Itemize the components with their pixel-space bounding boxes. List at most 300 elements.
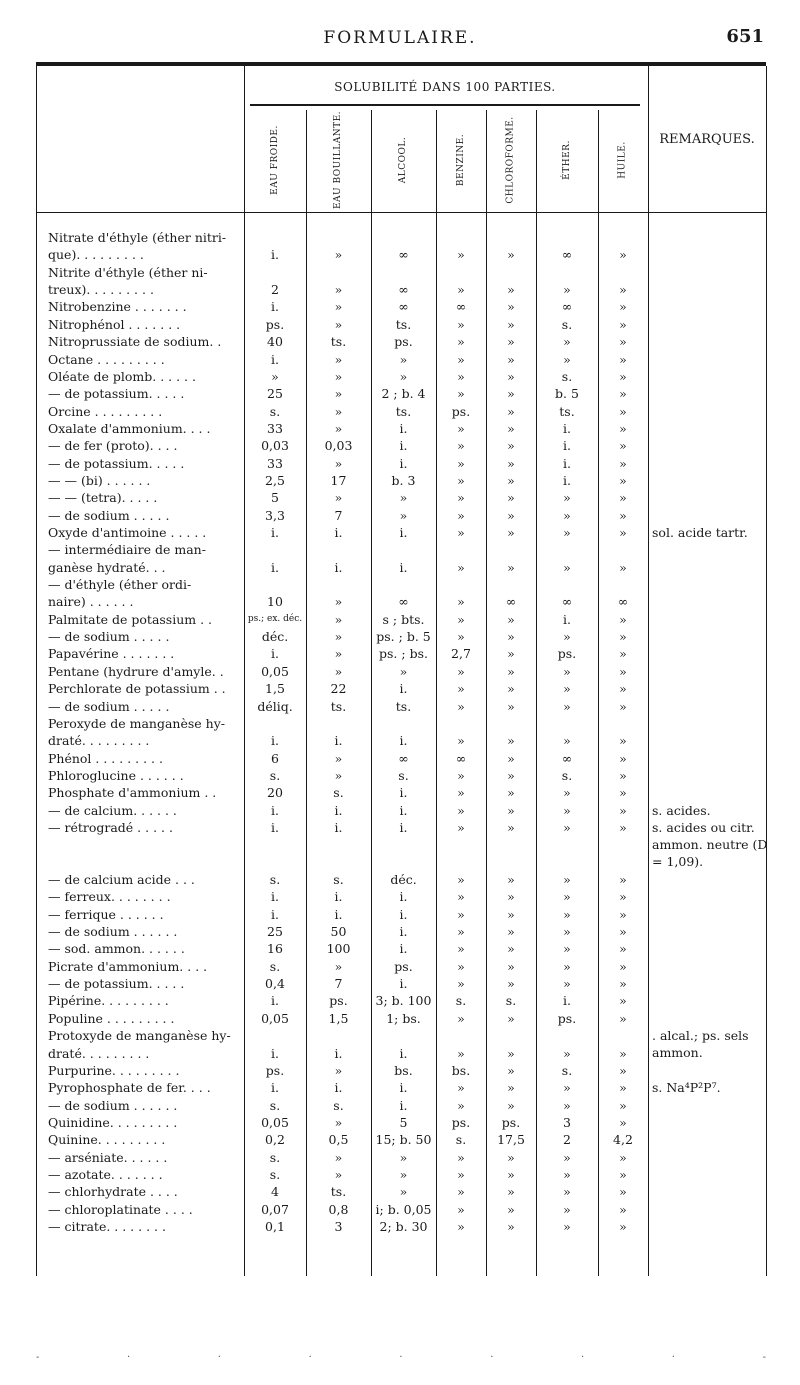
solubility-value: »: [334, 247, 343, 263]
table-row: [0, 298, 800, 315]
substance-name: — — (tetra). . . . .: [48, 490, 158, 506]
table-row: [0, 593, 800, 610]
solubility-value: »: [619, 646, 627, 662]
solubility-value: »: [457, 1097, 465, 1113]
solubility-value: 17,5: [497, 1132, 525, 1148]
solubility-value: »: [619, 941, 627, 957]
column-header-ether: ÉTHER.: [561, 140, 572, 180]
solubility-value: »: [271, 368, 279, 384]
solubility-value: »: [399, 1166, 408, 1182]
page-title: FORMULAIRE.: [323, 28, 477, 48]
solubility-value: »: [507, 1201, 515, 1217]
solubility-value: ∞: [561, 247, 573, 263]
solubility-value: 16: [267, 941, 283, 957]
solubility-value: i.: [399, 802, 408, 818]
solubility-value: »: [619, 993, 627, 1009]
solubility-value: »: [507, 924, 515, 939]
solubility-value: »: [457, 958, 465, 974]
solubility-value: »: [507, 507, 515, 523]
solubility-value: »: [457, 1201, 465, 1217]
solubility-value: »: [507, 559, 515, 575]
solubility-value: »: [563, 785, 571, 801]
solubility-value: »: [507, 785, 515, 801]
solubility-value: i.: [399, 819, 408, 835]
solubility-value: »: [563, 1045, 571, 1061]
solubility-value: »: [334, 1062, 343, 1078]
solubility-value: »: [334, 351, 343, 367]
solubility-value: »: [457, 247, 465, 263]
solubility-value: ∞: [398, 750, 409, 766]
solubility-value: s.: [269, 872, 281, 887]
substance-name: Pyrophosphate de fer. . . .: [48, 1080, 211, 1096]
solubility-value: 20: [267, 785, 283, 801]
substance-name: — de sodium . . . . .: [48, 698, 170, 714]
solubility-value: i.: [563, 420, 571, 436]
solubility-value: i.: [271, 819, 279, 835]
solubility-value: »: [334, 299, 343, 315]
solubility-value: ∞: [617, 594, 629, 610]
solubility-value: »: [507, 646, 515, 662]
solubility-value: 40: [267, 334, 283, 350]
substance-name: — intermédiaire de man-: [48, 542, 206, 558]
solubility-value: »: [619, 629, 627, 644]
solubility-value: s.: [269, 1149, 281, 1165]
table-row: [0, 489, 800, 506]
solubility-value: »: [619, 282, 627, 298]
substance-name: draté. . . . . . . . .: [48, 1045, 150, 1061]
table-row: [0, 611, 800, 628]
solubility-value: i.: [271, 559, 279, 575]
solubility-value: »: [334, 1166, 343, 1182]
substance-name: Peroxyde de manganèse hy-: [48, 715, 225, 731]
solubility-value: »: [507, 403, 515, 419]
substance-name: Nitrophénol . . . . . . .: [48, 316, 181, 332]
solubility-value: »: [619, 819, 627, 835]
solubility-value: »: [334, 594, 343, 610]
solubility-value: »: [507, 316, 515, 332]
solubility-value: »: [457, 872, 465, 887]
table-row: [0, 628, 800, 645]
solubility-value: »: [619, 438, 627, 454]
solubility-value: i.: [399, 976, 408, 992]
solubility-value: s.: [333, 872, 344, 887]
solubility-value: »: [563, 1184, 571, 1200]
substance-name: — de fer (proto). . . .: [48, 438, 178, 454]
solubility-value: »: [507, 351, 515, 367]
solubility-value: »: [334, 1114, 343, 1130]
solubility-value: 2: [271, 282, 279, 298]
table-row: [0, 559, 800, 576]
table-row: [0, 1218, 800, 1235]
solubility-value: »: [563, 906, 571, 922]
substance-name: Pipérine. . . . . . . . .: [48, 993, 169, 1009]
solubility-value: »: [334, 629, 343, 644]
solubility-value: »: [334, 663, 343, 679]
solubility-value: »: [507, 420, 515, 436]
solubility-value: »: [507, 941, 515, 957]
table-row: [0, 732, 800, 749]
solubility-value: »: [619, 611, 627, 627]
solubility-value: s.: [561, 1062, 573, 1078]
solubility-value: ∞: [398, 282, 409, 298]
solubility-value: »: [507, 525, 515, 540]
solubility-value: »: [563, 1080, 571, 1096]
solubility-value: 0,2: [265, 1132, 285, 1148]
solubility-value: ∞: [561, 594, 573, 610]
substance-name: — citrate. . . . . . . .: [48, 1219, 166, 1234]
solubility-value: »: [619, 750, 627, 766]
table-row: [0, 333, 800, 350]
table-row: [0, 455, 800, 472]
substance-name: Phloroglucine . . . . . .: [48, 767, 184, 783]
solubility-value: »: [619, 1097, 627, 1113]
solubility-value: »: [619, 785, 627, 801]
solubility-value: »: [619, 1080, 627, 1096]
substance-name: — de sodium . . . . . .: [48, 924, 178, 939]
solubility-value: »: [619, 386, 627, 402]
table-row: [0, 351, 800, 368]
solubility-value: i.: [271, 733, 279, 749]
solubility-value: »: [619, 1114, 627, 1130]
solubility-value: i.: [399, 941, 408, 957]
substance-name: — ferrique . . . . . .: [48, 906, 164, 922]
solubility-value: »: [507, 750, 515, 766]
solubility-value: »: [619, 1166, 627, 1182]
column-header-remarques: REMARQUES.: [659, 132, 755, 147]
solubility-value: ∞: [398, 247, 409, 263]
table-row: [0, 940, 800, 957]
solubility-value: »: [507, 1097, 515, 1113]
solubility-value: ps.: [265, 1062, 285, 1078]
remark-text: . alcal.; ps. sels ammon.: [652, 1028, 749, 1061]
solubility-value: i.: [334, 733, 343, 749]
solubility-value: i.: [399, 438, 408, 454]
solubility-value: ps.: [557, 646, 577, 662]
solubility-value: i.: [334, 1080, 343, 1096]
solubility-value: »: [507, 1184, 515, 1200]
substance-name: — de potassium. . . . .: [48, 976, 185, 992]
solubility-value: »: [399, 490, 408, 506]
solubility-value: »: [507, 733, 515, 749]
solubility-value: »: [507, 1080, 515, 1096]
solubility-value: »: [457, 1080, 465, 1096]
table-row: [0, 524, 800, 541]
substance-name: Papavérine . . . . . . .: [48, 646, 175, 662]
table-row: [0, 750, 800, 767]
solubility-value: i.: [399, 1080, 408, 1096]
solubility-value: »: [507, 247, 515, 263]
solubility-value: ts.: [395, 698, 412, 714]
substance-name: ganèse hydraté. . .: [48, 559, 166, 575]
substance-name: naire) . . . . . .: [48, 594, 134, 610]
substance-name: Phosphate d'ammonium . .: [48, 785, 217, 801]
solubility-value: i.: [334, 889, 343, 905]
solubility-value: ∞: [561, 299, 573, 315]
solubility-value: »: [457, 420, 465, 436]
solubility-value: »: [619, 802, 627, 818]
solubility-value: »: [619, 1149, 627, 1165]
solubility-value: »: [619, 698, 627, 714]
solubility-value: »: [619, 1045, 627, 1061]
solubility-value: »: [563, 1201, 571, 1217]
solubility-value: 0,5: [328, 1132, 349, 1148]
solubility-value: »: [457, 976, 465, 992]
table-row: [0, 472, 800, 489]
solubility-value: »: [619, 906, 627, 922]
solubility-value: »: [507, 1062, 515, 1078]
solubility-value: ps.: [394, 958, 413, 974]
solubility-value: »: [563, 976, 571, 992]
solubility-value: »: [457, 1010, 465, 1026]
solubility-value: i.: [271, 802, 279, 818]
solubility-value: »: [507, 976, 515, 992]
solubility-value: »: [563, 490, 571, 506]
solubility-value: »: [399, 507, 408, 523]
solubility-value: ts.: [395, 316, 412, 332]
solubility-value: s.: [333, 785, 344, 801]
solubility-value: »: [334, 767, 343, 783]
solubility-value: 0,03: [324, 438, 353, 454]
solubility-value: »: [334, 420, 343, 436]
solubility-value: »: [457, 611, 465, 627]
solubility-value: s.: [561, 767, 573, 783]
solubility-value: i.: [271, 247, 279, 263]
solubility-value: »: [563, 663, 571, 679]
solubility-value: »: [507, 663, 515, 679]
table-row: [0, 767, 800, 784]
substance-name: Nitrite d'éthyle (éther ni-: [48, 264, 208, 280]
solubility-value: 1; bs.: [386, 1010, 421, 1026]
solubility-value: »: [563, 334, 571, 350]
solubility-value: ps.: [394, 334, 413, 350]
solubility-value: »: [334, 646, 343, 662]
solubility-value: i.: [399, 924, 408, 939]
solubility-value: i.: [271, 993, 279, 1009]
table-row: [0, 1149, 800, 1166]
table-row: [0, 680, 800, 697]
solubility-value: »: [507, 334, 515, 350]
table-row: [0, 871, 800, 888]
solubility-value: s.: [269, 1166, 281, 1182]
substance-name: — de calcium acide . . .: [48, 872, 195, 887]
solubility-value: 4,2: [613, 1132, 633, 1148]
solubility-value: »: [334, 282, 343, 298]
solubility-value: »: [507, 767, 515, 783]
solubility-value: 2 ; b. 4: [381, 386, 426, 402]
solubility-value: b. 5: [555, 386, 579, 402]
substance-name: Protoxyde de manganèse hy-: [48, 1028, 231, 1044]
solubility-value: i.: [271, 889, 279, 905]
solubility-value: »: [619, 472, 627, 488]
solubility-value: ∞: [455, 750, 467, 766]
solubility-value: déc.: [390, 872, 417, 887]
solubility-value: »: [507, 629, 515, 644]
solubility-value: 100: [326, 941, 351, 957]
solubility-value: »: [457, 1045, 465, 1061]
solubility-value: »: [457, 507, 465, 523]
solubility-value: 3: [334, 1219, 343, 1234]
solubility-value: i.: [399, 525, 408, 540]
solubility-value: 2; b. 30: [379, 1219, 428, 1234]
solubility-value: »: [507, 698, 515, 714]
column-header-alcool: ALCOOL.: [398, 136, 409, 184]
solubility-value: i.: [563, 438, 571, 454]
solubility-value: i.: [563, 993, 571, 1009]
solubility-value: s.: [561, 316, 573, 332]
substance-name: — azotate. . . . . . .: [48, 1166, 163, 1182]
solubility-value: i.: [563, 611, 571, 627]
solubility-value: i.: [271, 906, 279, 922]
table-row: [0, 1045, 800, 1062]
solubility-value: 0,05: [261, 1010, 289, 1026]
solubility-value: i.: [334, 1045, 343, 1061]
solubility-value: »: [457, 351, 465, 367]
substance-name: — de calcium. . . . . .: [48, 802, 177, 818]
substance-name: Populine . . . . . . . . .: [48, 1010, 175, 1026]
substance-name: treux). . . . . . . . .: [48, 282, 154, 298]
substance-name: Oxyde d'antimoine . . . . .: [48, 525, 207, 540]
substance-name: Purpurine. . . . . . . . .: [48, 1062, 180, 1078]
solubility-value: »: [507, 872, 515, 887]
column-header-eau-froide: EAU FROIDE.: [270, 125, 280, 195]
solubility-value: »: [399, 1184, 408, 1200]
solubility-value: »: [457, 1184, 465, 1200]
solubility-value: »: [399, 663, 408, 679]
solubility-value: s.: [333, 1097, 344, 1113]
table-row: [0, 1079, 800, 1096]
solubility-value: i.: [399, 1097, 408, 1113]
solubility-value: »: [619, 872, 627, 887]
solubility-value: »: [507, 455, 515, 471]
solubility-value: »: [507, 1045, 515, 1061]
substance-name: Phénol . . . . . . . . .: [48, 750, 163, 766]
solubility-value: »: [619, 334, 627, 350]
solubility-value: »: [457, 941, 465, 957]
solubility-value: »: [457, 1166, 465, 1182]
solubility-value: s.: [269, 1097, 281, 1113]
remark-text: s. acides ou citr. ammon. neutre (D = 1,09).: [652, 819, 768, 869]
column-header-eau-bouillante: EAU BOUILLANTE.: [333, 110, 344, 210]
solubility-value: »: [563, 1219, 571, 1234]
table-row: [0, 819, 800, 869]
solubility-value: »: [457, 698, 465, 714]
table-row: [0, 246, 800, 263]
solubility-value: »: [334, 750, 343, 766]
solubility-value: i.: [399, 906, 408, 922]
table-row: [0, 784, 800, 801]
solubility-value: »: [457, 368, 465, 384]
solubility-value: ps.; ex. déc.: [247, 613, 303, 624]
solubility-value: »: [619, 351, 627, 367]
substance-name: draté. . . . . . . . .: [48, 733, 150, 749]
solubility-value: 2: [563, 1132, 571, 1148]
solubility-value: »: [507, 802, 515, 818]
solubility-value: »: [619, 247, 627, 263]
solubility-value: 17: [330, 472, 347, 488]
substance-name: Palmitate de potassium . .: [48, 611, 213, 627]
solubility-value: »: [619, 1062, 627, 1078]
substance-name: — — (bi) . . . . . .: [48, 472, 151, 488]
solubility-value: »: [457, 1219, 465, 1234]
table-row: [0, 385, 800, 402]
solubility-value: »: [619, 490, 627, 506]
solubility-value: i.: [334, 819, 343, 835]
solubility-value: 10: [267, 594, 283, 610]
solubility-value: s.: [455, 1132, 467, 1148]
substance-name: — de sodium . . . . .: [48, 507, 170, 523]
solubility-value: ps.: [329, 993, 348, 1009]
substance-name: — de sodium . . . . .: [48, 629, 170, 644]
solubility-value: »: [619, 889, 627, 905]
substance-name: Orcine . . . . . . . . .: [48, 403, 163, 419]
solubility-value: ts.: [559, 403, 575, 419]
solubility-value: ps. ; b. 5: [376, 629, 431, 644]
substance-name: — chlorhydrate . . . .: [48, 1184, 178, 1200]
solubility-group-header: SOLUBILITÉ DANS 100 PARTIES.: [334, 80, 556, 94]
solubility-value: »: [507, 681, 515, 697]
substance-name: — de potassium. . . . .: [48, 455, 185, 471]
solubility-value: »: [457, 802, 465, 818]
solubility-value: ∞: [455, 299, 467, 315]
substance-name: Nitrobenzine . . . . . . .: [48, 299, 187, 315]
solubility-value: ∞: [398, 594, 409, 610]
remark-text: sol. acide tartr.: [652, 525, 748, 540]
solubility-value: »: [507, 889, 515, 905]
table-row: [0, 1010, 800, 1027]
remark-text: s. acides.: [652, 802, 711, 818]
table-row: [0, 229, 800, 246]
solubility-value: »: [619, 767, 627, 783]
solubility-value: »: [563, 924, 571, 939]
solubility-value: »: [619, 316, 627, 332]
solubility-value: »: [563, 1166, 571, 1182]
table-row: [0, 403, 800, 420]
table-row: [0, 1201, 800, 1218]
solubility-value: i.: [399, 455, 408, 471]
solubility-value: »: [334, 1149, 343, 1165]
solubility-value: »: [457, 733, 465, 749]
table-row: [0, 1097, 800, 1114]
solubility-value: 33: [267, 455, 283, 471]
solubility-value: ts.: [330, 334, 347, 350]
page-number: 651: [726, 26, 764, 47]
solubility-value: »: [619, 455, 627, 471]
solubility-value: ts.: [395, 403, 412, 419]
table-row: [0, 836, 800, 853]
solubility-value: »: [619, 681, 627, 697]
solubility-value: »: [507, 611, 515, 627]
solubility-value: ∞: [561, 750, 573, 766]
solubility-value: déliq.: [257, 698, 293, 714]
solubility-value: s.: [269, 767, 281, 783]
solubility-value: 25: [267, 924, 283, 939]
solubility-value: i.: [271, 525, 279, 540]
solubility-value: 0,05: [261, 1114, 289, 1130]
solubility-value: »: [619, 525, 627, 540]
table-row: [0, 888, 800, 905]
column-header-huile: HUILE.: [618, 141, 628, 179]
solubility-value: s.: [455, 993, 467, 1009]
solubility-value: ps.: [265, 316, 285, 332]
solubility-value: i.: [334, 906, 343, 922]
solubility-value: »: [457, 681, 465, 697]
solubility-value: ps.: [451, 403, 471, 419]
substance-name: Nitrate d'éthyle (éther nitri-: [48, 230, 227, 245]
table-row: [0, 541, 800, 558]
substance-name: — de potassium. . . . .: [48, 386, 185, 402]
solubility-value: 1,5: [328, 1010, 349, 1026]
table-row: [0, 264, 800, 281]
